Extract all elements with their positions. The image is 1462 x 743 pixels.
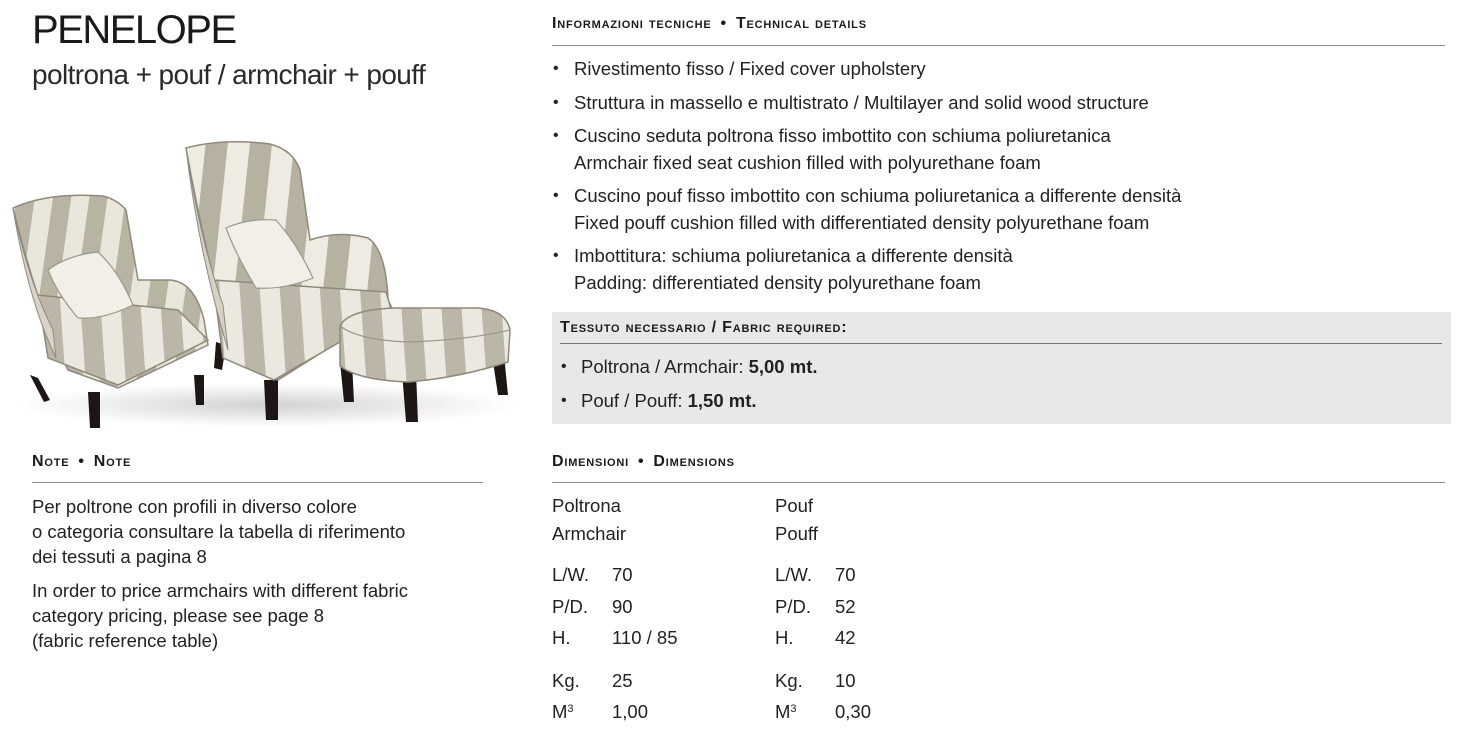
armchair-large-icon (186, 142, 392, 420)
fabric-item-pouff (560, 384, 818, 418)
dim-name-en: Armchair (552, 523, 627, 544)
list-item-line: • Cuscino pouf fisso imbottito con schiuma poliuretanica a differente densità (574, 185, 1182, 206)
armchair-and-pouff-illustration (8, 130, 518, 435)
dim-row-depth (552, 591, 772, 623)
note-heading-en: Note (93, 453, 132, 470)
dimensions-armchair (552, 492, 772, 728)
note-divider (32, 482, 483, 483)
note-line: o categoria consultare la tabella di riferimento (32, 521, 406, 542)
dim-name-it: Pouf (775, 495, 814, 516)
note-line: (fabric reference table) (32, 630, 219, 651)
list-item-line: Fixed pouff cushion filled with differentiated density polyurethane foam (574, 211, 1150, 233)
fabric-label: Poltrona / Armchair: (581, 356, 749, 377)
dim-label: Kg. (552, 669, 580, 691)
dim-row-weight (552, 665, 772, 697)
technical-heading-en: Technical details (735, 15, 867, 32)
dim-label-sup: 3 (790, 703, 797, 715)
dim-label: Kg. (775, 669, 803, 691)
note-line: Per poltrone con profili in diverso colore (32, 496, 357, 517)
note-heading (32, 452, 131, 472)
list-item (552, 56, 1432, 83)
dim-value: 52 (835, 595, 856, 617)
dim-row-width (775, 559, 995, 591)
list-item-line: Armchair fixed seat cushion filled with polyurethane foam (574, 151, 1041, 173)
list-item-line: • Rivestimento fisso / Fixed cover upholstery (574, 58, 926, 79)
dim-value: 90 (612, 595, 633, 617)
fabric-label: Pouf / Pouff: (581, 390, 688, 411)
note-line: dei tessuti a pagina 8 (32, 546, 207, 567)
dim-label: H. (775, 627, 794, 648)
dim-label-m: M (552, 701, 568, 722)
dim-label: L/W. (775, 564, 813, 585)
list-item-line: • Struttura in massello e multistrato / Multilayer and solid wood structure (574, 91, 1149, 113)
fabric-required-box (552, 312, 1451, 424)
fabric-list (560, 350, 818, 418)
fabric-heading: Tessuto necessario / Fabric required: (560, 319, 848, 336)
technical-heading (552, 14, 867, 34)
fabric-value: 1,50 mt. (687, 390, 757, 411)
fabric-divider (560, 343, 1442, 344)
dim-label-m: M (775, 701, 791, 722)
dim-value: 70 (612, 564, 633, 585)
dim-label: P/D. (775, 595, 811, 617)
technical-heading-separator: • (720, 15, 727, 32)
dim-value: 0,30 (835, 701, 872, 722)
dim-row-volume (775, 696, 995, 728)
dimensions-heading-separator: • (638, 453, 645, 470)
note-heading-separator: • (78, 453, 85, 470)
dim-value: 42 (835, 627, 856, 648)
list-item-line: • Cuscino seduta poltrona fisso imbottito con schiuma poliuretanica (574, 125, 1111, 146)
dim-value: 70 (835, 564, 856, 585)
dim-label: P/D. (552, 595, 588, 617)
dimensions-heading-it: Dimensioni (552, 453, 630, 470)
list-item-line: • Imbottitura: schiuma poliuretanica a differente densità (574, 245, 1013, 266)
fabric-item-armchair (560, 350, 818, 384)
list-item (552, 90, 1432, 117)
list-item (552, 183, 1432, 236)
dim-label (775, 696, 797, 728)
dim-row-volume (552, 696, 772, 728)
note-heading-it: Note (32, 453, 70, 470)
dim-row-height (552, 622, 772, 654)
fabric-value: 5,00 mt. (748, 356, 818, 377)
dimensions-divider (552, 482, 1445, 483)
dimensions-heading-en: Dimensions (653, 453, 735, 470)
dim-value: 110 / 85 (612, 627, 678, 648)
dim-value: 25 (612, 669, 633, 691)
note-paragraph-en (32, 578, 492, 653)
dimensions-heading (552, 452, 735, 472)
note-line: category pricing, please see page 8 (32, 605, 325, 626)
dim-name-en: Pouff (775, 523, 818, 544)
dim-row-weight (775, 665, 995, 697)
dim-value: 10 (835, 669, 856, 691)
list-item (552, 243, 1432, 296)
technical-heading-it: Informazioni tecniche (552, 15, 712, 32)
dim-value: 1,00 (612, 701, 649, 722)
technical-divider (552, 45, 1445, 46)
page-title: PENELOPE (32, 8, 236, 52)
list-item (552, 123, 1432, 176)
list-item-line: Padding: differentiated density polyurethane foam (574, 271, 981, 293)
dimensions-pouff (775, 492, 995, 728)
technical-list (552, 56, 1432, 303)
dim-row-depth (775, 591, 995, 623)
note-paragraph-it (32, 494, 492, 569)
dim-label: H. (552, 627, 571, 648)
dim-label: L/W. (552, 564, 590, 585)
dim-name-it: Poltrona (552, 495, 621, 516)
dim-row-height (775, 622, 995, 654)
dim-row-width (552, 559, 772, 591)
note-line: In order to price armchairs with different fabric (32, 580, 408, 601)
dim-label (552, 696, 574, 728)
dim-label-sup: 3 (567, 703, 574, 715)
page-subtitle: poltrona + pouf / armchair + pouff (32, 59, 426, 90)
